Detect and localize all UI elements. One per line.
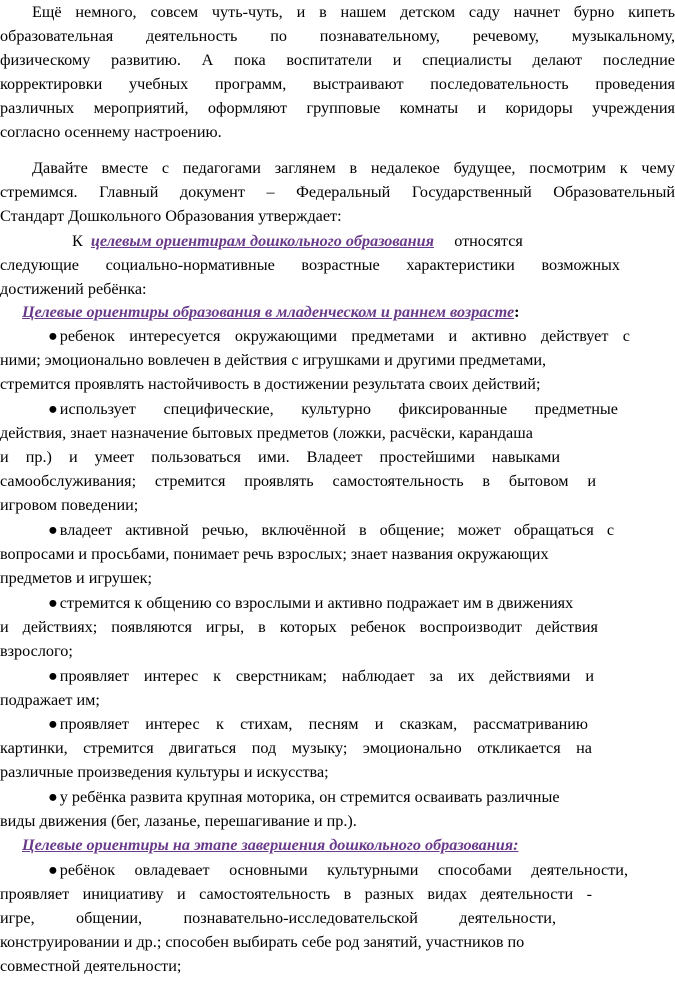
section-heading-text: Целевые ориентиры образования в младенческом и раннем возрасте bbox=[22, 303, 515, 321]
list-item-line: совместной деятельности; bbox=[0, 957, 182, 975]
text-line: стремимся. Главный документ – Федеральный Государственный Образовательный bbox=[0, 183, 675, 201]
section-heading-text: Целевые ориентиры на этапе завершения дошкольного образования: bbox=[22, 836, 519, 854]
list-item-line: действия, знает назначение бытовых предметов (ложки, расчёски, карандаша bbox=[0, 424, 533, 442]
list-item-line: и пр.) и умеет пользоваться ими. Владеет простейшими навыками bbox=[0, 448, 560, 466]
section-heading-preschool-completion bbox=[22, 833, 518, 857]
bullet-icon: ● bbox=[48, 521, 58, 539]
text-line: различных мероприятий, оформляют групповые комнаты и коридоры учреждения bbox=[0, 99, 675, 117]
list-item-line: ● проявляет интерес к стихам, песням и сказкам, рассматриванию bbox=[48, 712, 588, 736]
bullet-icon: ● bbox=[48, 861, 58, 879]
intro-prefix: К bbox=[72, 232, 83, 250]
list-item-line: вопросами и просьбами, понимает речь взрослых; знает названия окружающих bbox=[0, 545, 549, 563]
list-item-line: ● у ребёнка развита крупная моторика, он стремится осваивать различные bbox=[48, 785, 560, 809]
list-item-line: игре, общении, познавательно-исследовательской деятельности, bbox=[0, 909, 556, 927]
bullet-icon: ● bbox=[48, 667, 58, 685]
text-line: корректировки учебных программ, выстраивают последовательность проведения bbox=[0, 75, 675, 93]
section-heading-colon: : bbox=[514, 303, 520, 321]
list-item-line: ● ребенок интересуется окружающими предметами и активно действует с bbox=[48, 324, 630, 348]
text-line: следующие социально-нормативные возрастные характеристики возможных bbox=[0, 256, 620, 274]
bullet-icon: ● bbox=[48, 594, 58, 612]
text-line bbox=[72, 229, 523, 253]
text-line: Стандарт Дошкольного Образования утверждает: bbox=[0, 207, 342, 225]
list-item-line: ними; эмоционально вовлечен в действия с игрушками и другими предметами, bbox=[0, 351, 547, 369]
list-item-line: ● проявляет интерес к сверстникам; наблюдает за их действиями и bbox=[48, 664, 594, 688]
list-item-line: стремится проявлять настойчивость в достижении результата своих действий; bbox=[0, 375, 541, 393]
list-item-line: виды движения (бег, лазанье, перешагивание и пр.). bbox=[0, 812, 357, 830]
text-line: Ещё немного, совсем чуть-чуть, и в нашем детском саду начнет бурно кипеть bbox=[32, 3, 675, 21]
list-item-line: игровом поведении; bbox=[0, 496, 139, 514]
list-item-line: взрослого; bbox=[0, 642, 73, 660]
list-item-line: проявляет инициативу и самостоятельность в разных видах деятельности - bbox=[0, 885, 592, 903]
bullet-icon: ● bbox=[48, 400, 58, 418]
section-heading-early-age bbox=[22, 300, 520, 324]
bullet-icon: ● bbox=[48, 327, 58, 345]
list-item-line: ● ребёнок овладевает основными культурными способами деятельности, bbox=[48, 858, 628, 882]
targets-term-link: целевым ориентирам дошкольного образования bbox=[90, 232, 434, 250]
list-item-line: ● использует специфические, культурно фиксированные предметные bbox=[48, 397, 618, 421]
list-item-line: подражает им; bbox=[0, 691, 100, 709]
list-item-line: самообслуживания; стремится проявлять самостоятельность в бытовом и bbox=[0, 472, 596, 490]
text-line: согласно осеннему настроению. bbox=[0, 123, 222, 141]
list-item-line: картинки, стремится двигаться под музыку; эмоционально откликается на bbox=[0, 739, 592, 757]
intro-suffix: относятся bbox=[454, 232, 523, 250]
text-line: образовательная деятельность по познавательному, речевому, музыкальному, bbox=[0, 27, 675, 45]
bullet-icon: ● bbox=[48, 788, 58, 806]
list-item-line: ● владеет активной речью, включённой в общение; может обращаться с bbox=[48, 518, 614, 542]
text-line: достижений ребёнка: bbox=[0, 280, 147, 298]
bullet-icon: ● bbox=[48, 715, 58, 733]
text-line: физическому развитию. А пока воспитатели и специалисты делают последние bbox=[0, 51, 675, 69]
list-item-line: конструировании и др.; способен выбирать себе род занятий, участников по bbox=[0, 933, 525, 951]
text-line: Давайте вместе с педагогами заглянем в недалекое будущее, посмотрим к чему bbox=[32, 159, 675, 177]
list-item-line: и действиях; появляются игры, в которых ребенок воспроизводит действия bbox=[0, 618, 598, 636]
list-item-line: предметов и игрушек; bbox=[0, 569, 153, 587]
list-item-line: различные произведения культуры и искусства; bbox=[0, 763, 329, 781]
list-item-line: ● стремится к общению со взрослыми и активно подражает им в движениях bbox=[48, 591, 573, 615]
